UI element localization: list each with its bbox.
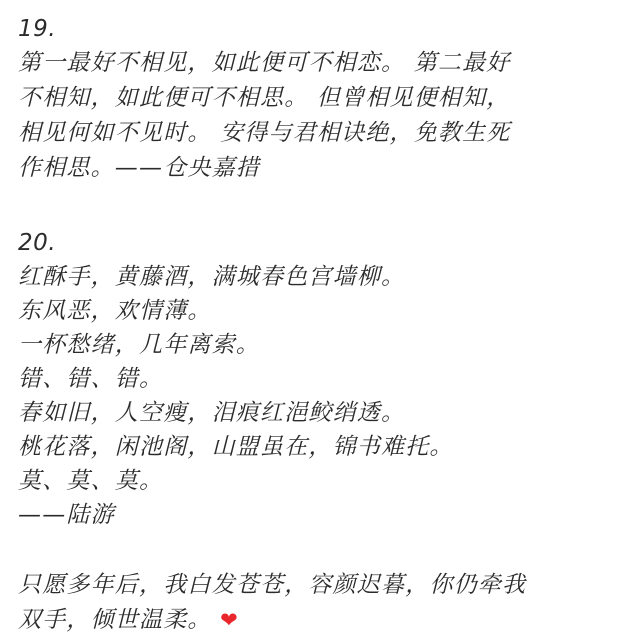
poem-line: 红酥手，黄藤酒，满城春色宫墙柳。 <box>18 264 406 290</box>
poem-line: 春如旧，人空瘦，泪痕红浥鲛绡透。 <box>18 400 406 426</box>
poem-line: 作相思。——仓央嘉措 <box>18 155 260 181</box>
poem-line: 东风恶，欢情薄。 <box>18 298 212 324</box>
poem-entry-20 <box>18 226 622 532</box>
poem-line: 相见何如不见时。 安得与君相诀绝，免教生死 <box>18 120 511 146</box>
closing-text: 双手，倾世温柔。 <box>18 607 212 633</box>
entry-number: 19. <box>18 16 57 42</box>
poem-line-with-heart <box>18 603 622 638</box>
section-spacer <box>18 192 622 226</box>
poem-entry-19 <box>18 12 622 186</box>
poem-line: 错、错、错。 <box>18 366 164 392</box>
poem-line: 桃花落，闲池阁，山盟虽在，锦书难托。 <box>18 434 454 460</box>
heart-icon: ❤ <box>220 608 239 632</box>
entry-number: 20. <box>18 230 57 256</box>
section-spacer <box>18 538 622 568</box>
poem-line: 不相知，如此便可不相思。 但曾相见便相知， <box>18 85 511 111</box>
poem-line: 一杯愁绪，几年离索。 <box>18 332 260 358</box>
poem-line: 第一最好不相见，如此便可不相恋。 第二最好 <box>18 50 511 76</box>
poem-line: 莫、莫、莫。 <box>18 468 164 494</box>
poem-line: 只愿多年后，我白发苍苍，容颜迟暮，你仍牵我 <box>18 572 527 598</box>
poem-attribution: ——陆游 <box>18 502 115 528</box>
